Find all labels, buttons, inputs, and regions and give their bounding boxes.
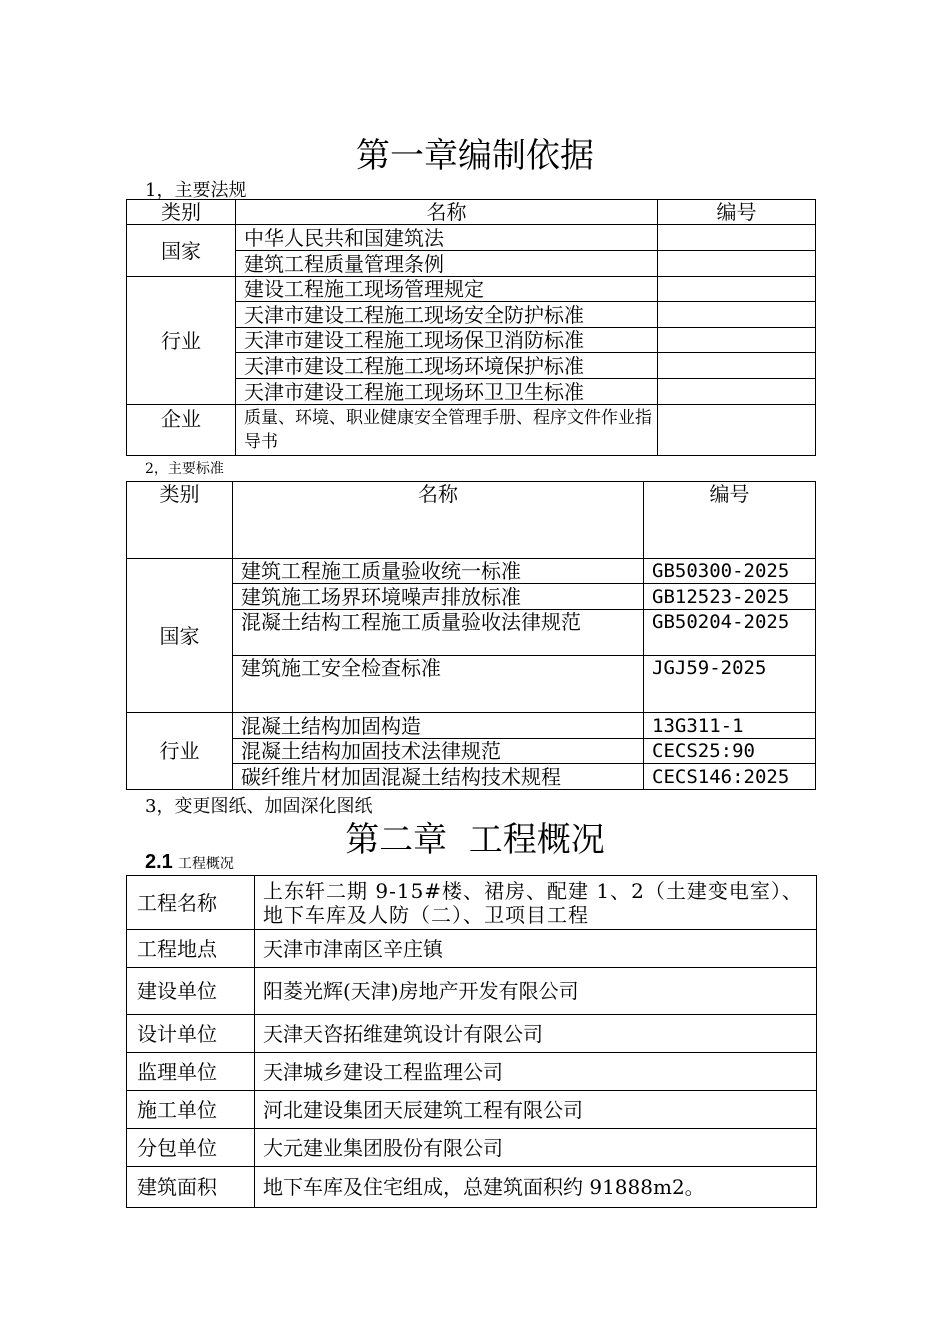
law-name: 天津市建设工程施工现场环境保护标准 <box>236 353 658 379</box>
law-name: 天津市建设工程施工现场安全防护标准 <box>236 302 658 328</box>
chapter-1-title: 第一章编制依据 <box>356 136 594 176</box>
law-code <box>658 251 816 277</box>
standard-code: GB50300-2025 <box>644 559 816 584</box>
overview-value: 天津天咨拓维建筑设计有限公司 <box>255 1015 817 1053</box>
standard-name: 碳纤维片材加固混凝土结构技术规程 <box>233 764 644 790</box>
standard-code: JGJ59-2025 <box>644 656 816 713</box>
section-number: 2.1 <box>145 851 173 873</box>
laws-table <box>126 199 816 456</box>
law-code <box>658 405 816 456</box>
overview-value: 天津市津南区辛庄镇 <box>255 930 817 968</box>
category-cell: 国家 <box>127 225 236 277</box>
drawings-heading: 3，变更图纸、加固深化图纸 <box>145 796 373 817</box>
standard-code: 13G311-1 <box>644 713 816 739</box>
law-name: 建筑工程质量管理条例 <box>236 251 658 277</box>
overview-value: 地下车库及住宅组成，总建筑面积约 91888m2。 <box>255 1167 817 1208</box>
overview-label: 设计单位 <box>127 1015 255 1053</box>
overview-table <box>126 875 817 1208</box>
overview-value: 河北建设集团天辰建筑工程有限公司 <box>255 1091 817 1129</box>
law-code <box>658 353 816 379</box>
overview-label: 监理单位 <box>127 1053 255 1091</box>
overview-label: 建设单位 <box>127 968 255 1015</box>
standard-name: 建筑施工安全检查标准 <box>233 656 644 713</box>
header-name: 名称 <box>236 200 658 225</box>
overview-value: 天津城乡建设工程监理公司 <box>255 1053 817 1091</box>
law-code <box>658 328 816 353</box>
law-name: 天津市建设工程施工现场保卫消防标准 <box>236 328 658 353</box>
standards-heading: 2，主要标准 <box>145 461 224 477</box>
standard-name: 混凝土结构加固技术法律规范 <box>233 739 644 764</box>
law-code <box>658 225 816 251</box>
standard-name: 建筑施工场界环境噪声排放标准 <box>233 584 644 610</box>
section-heading <box>145 851 234 874</box>
standard-code: GB50204-2025 <box>644 610 816 656</box>
header-code: 编号 <box>644 482 816 559</box>
law-code <box>658 277 816 302</box>
laws-heading: 1，主要法规 <box>145 180 247 201</box>
law-code <box>658 302 816 328</box>
overview-label: 工程地点 <box>127 930 255 968</box>
overview-label: 工程名称 <box>127 876 255 930</box>
standards-table <box>126 481 816 790</box>
law-code <box>658 379 816 405</box>
header-category: 类别 <box>127 200 236 225</box>
header-code: 编号 <box>658 200 816 225</box>
header-category: 类别 <box>127 482 233 559</box>
overview-value: 上东轩二期 9-15#楼、裙房、配建 1、2（土建变电室）、地下车库及人防（二）、卫项目工程 <box>255 876 817 930</box>
standard-name: 混凝土结构加固构造 <box>233 713 644 739</box>
overview-value: 阳菱光辉(天津)房地产开发有限公司 <box>255 968 817 1015</box>
chapter-2-title: 第二章 工程概况 <box>345 820 605 860</box>
standard-name: 混凝土结构工程施工质量验收法律规范 <box>233 610 644 656</box>
law-name: 天津市建设工程施工现场环卫卫生标准 <box>236 379 658 405</box>
law-name: 质量、环境、职业健康安全管理手册、程序文件作业指导书 <box>236 405 658 456</box>
category-cell: 企业 <box>127 405 236 456</box>
header-name: 名称 <box>233 482 644 559</box>
category-cell: 行业 <box>127 277 236 405</box>
standard-code: CECS146:2025 <box>644 764 816 790</box>
law-name: 中华人民共和国建筑法 <box>236 225 658 251</box>
overview-label: 施工单位 <box>127 1091 255 1129</box>
law-name: 建设工程施工现场管理规定 <box>236 277 658 302</box>
section-title: 工程概况 <box>177 856 234 872</box>
overview-label: 分包单位 <box>127 1129 255 1167</box>
overview-label: 建筑面积 <box>127 1167 255 1208</box>
category-cell: 国家 <box>127 559 233 713</box>
standard-name: 建筑工程施工质量验收统一标准 <box>233 559 644 584</box>
category-cell: 行业 <box>127 713 233 790</box>
overview-value: 大元建业集团股份有限公司 <box>255 1129 817 1167</box>
standard-code: CECS25:90 <box>644 739 816 764</box>
standard-code: GB12523-2025 <box>644 584 816 610</box>
